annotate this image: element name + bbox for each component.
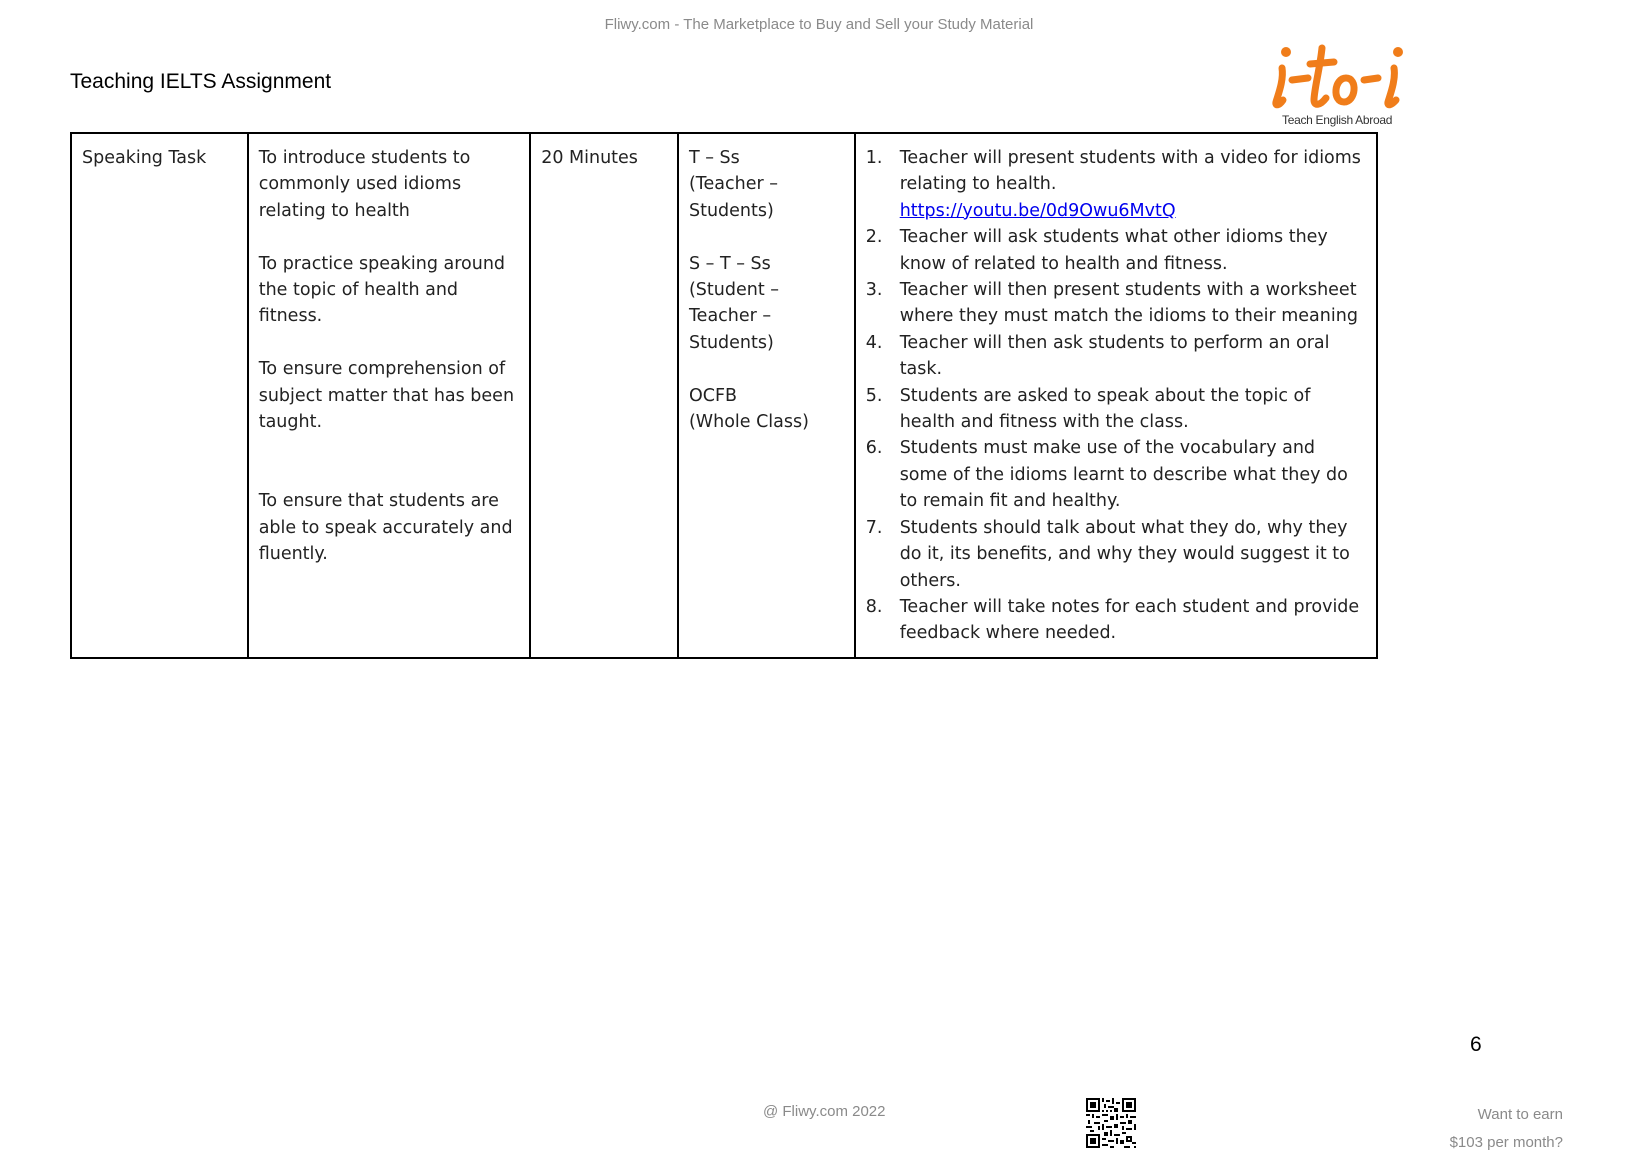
procedure-step (866, 515, 1366, 594)
site-banner: Fliwy.com - The Marketplace to Buy and Sell your Study Material (604, 16, 1034, 33)
step-text: Teacher will then present students with a worksheet where they must match the idioms to their meaning (899, 280, 1358, 327)
step-text: Teacher will take notes for each student and provide feedback where needed. (899, 596, 1360, 644)
procedure-list (866, 145, 1366, 647)
aims-cell (248, 133, 531, 658)
interaction-item (689, 145, 844, 224)
step-number: 7. (865, 517, 883, 538)
time-value: 20 Minutes (541, 148, 638, 168)
procedure-step (866, 224, 1366, 277)
step-number: 3. (865, 280, 883, 301)
step-number: 4. (865, 332, 883, 353)
document-title: Teaching IELTS Assignment (70, 70, 332, 93)
interaction-item (689, 251, 844, 357)
qr-code-icon[interactable] (1086, 1098, 1136, 1148)
step-text: Teacher will ask students what other idioms they know of related to health and fitness. (899, 227, 1328, 274)
interaction-desc: (Student – Teacher – Students) (688, 280, 779, 353)
aim-item: To practice speaking around the topic of health and fitness. (258, 253, 506, 327)
procedure-step (866, 145, 1366, 224)
step-number: 2. (865, 227, 883, 248)
step-text: Teacher will present students with a video for idioms relating to health. (899, 148, 1361, 195)
video-link[interactable]: https://youtu.be/0d9Owu6MvtQ (899, 200, 1176, 221)
step-text: Students are asked to speak about the topic of health and fitness with the class. (899, 385, 1311, 433)
step-text: Students should talk about what they do, why they do it, its benefits, and why they would suggest it to others. (899, 517, 1350, 591)
aim-item: To introduce students to commonly used idioms relating to health (258, 148, 471, 221)
step-number: 1. (865, 148, 883, 168)
step-text: Teacher will then ask students to perform an oral task. (899, 332, 1330, 380)
procedure-step (866, 594, 1366, 647)
interaction-cell (678, 133, 855, 658)
procedure-step (866, 277, 1366, 330)
promo-line: $103 per month? (1449, 1134, 1563, 1151)
logo-tagline: Teach English Abroad (1282, 113, 1393, 127)
time-cell (530, 133, 678, 658)
step-number: 5. (865, 385, 883, 406)
interaction-code: S – T – Ss (688, 253, 771, 274)
procedure-cell (855, 133, 1377, 658)
procedure-step (866, 383, 1366, 436)
aim-item: To ensure comprehension of subject matter that has been taught. (258, 359, 515, 433)
task-name: Speaking Task (82, 148, 207, 168)
interaction-desc: (Whole Class) (688, 412, 809, 433)
promo-line: Want to earn (1477, 1106, 1563, 1123)
procedure-step (866, 330, 1366, 383)
footer-copyright: @ Fliwy.com 2022 (763, 1103, 886, 1120)
procedure-step (866, 435, 1366, 514)
aim-item: To ensure that students are able to speak accurately and fluently. (258, 491, 513, 565)
lesson-plan-table (70, 132, 1378, 659)
task-cell (71, 133, 248, 658)
footer-promo[interactable] (1450, 1101, 1563, 1157)
interaction-code: OCFB (688, 385, 738, 406)
page-number: 6 (1470, 1033, 1482, 1056)
table-row (71, 133, 1377, 658)
interaction-code: T – Ss (688, 148, 740, 168)
step-number: 6. (865, 438, 883, 459)
interaction-desc: (Teacher – Students) (688, 174, 778, 221)
step-text: Students must make use of the vocabulary and some of the idioms learnt to describe what they do to remain fit and healthy. (899, 438, 1348, 512)
interaction-item (689, 383, 844, 436)
step-number: 8. (865, 596, 883, 617)
